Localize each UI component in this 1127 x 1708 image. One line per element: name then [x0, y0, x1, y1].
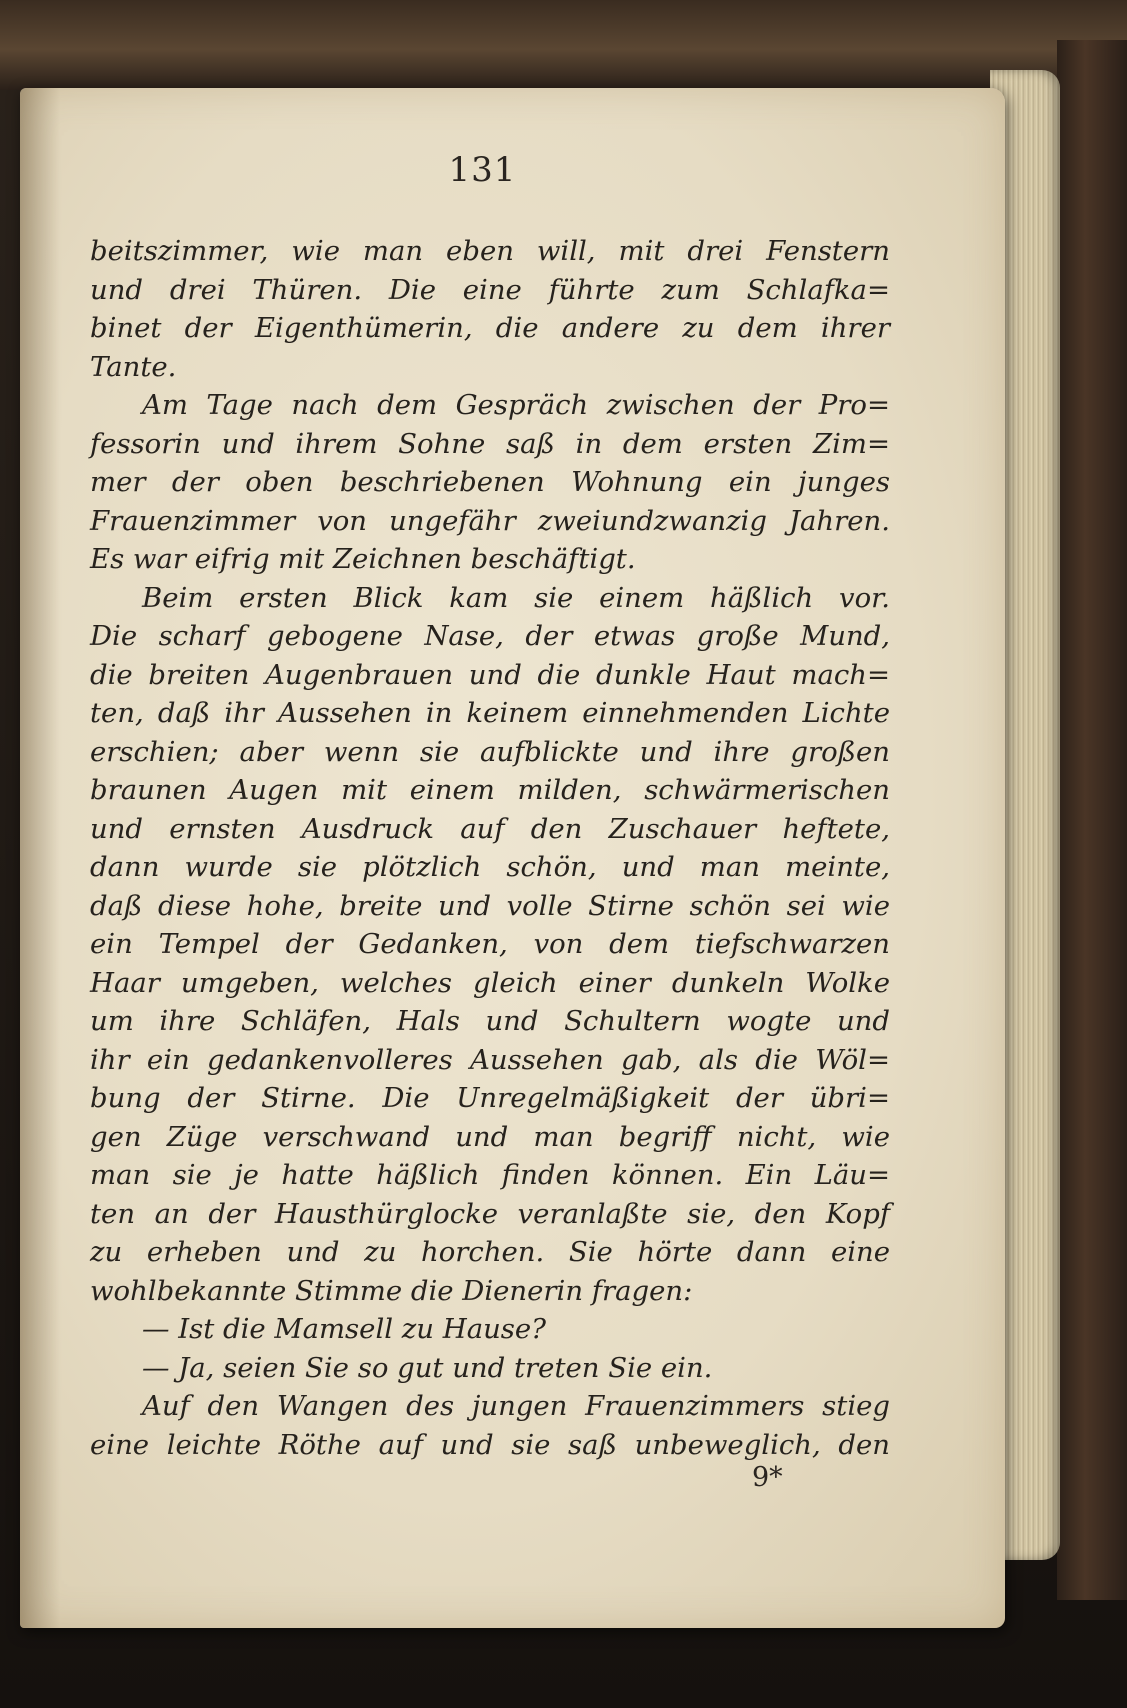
text-line: braunen Augen mit einem milden, schwärmerischen	[90, 774, 890, 806]
text-line: eine leichte Röthe auf und sie saß unbeweglich, den	[90, 1428, 890, 1461]
book-cover-right	[1057, 40, 1127, 1600]
text-line: Am Tage nach dem Gespräch zwischen der Pro=	[142, 389, 890, 421]
text-line: mer der oben beschriebenen Wohnung ein junges	[90, 466, 890, 498]
text-line: daß diese hohe, breite und volle Stirne schön sei wie	[90, 889, 890, 922]
text-line: Frauenzimmer von ungefähr zweiundzwanzig Jahren.	[90, 504, 890, 537]
text-line: und ernsten Ausdruck auf den Zuschauer heftete,	[90, 812, 890, 845]
text-line: dann wurde sie plötzlich schön, und man meinte,	[90, 851, 890, 883]
text-line: binet der Eigenthümerin, die andere zu dem ihrer	[90, 312, 890, 344]
text-line: — Ja, seien Sie so gut und treten Sie ein.	[142, 1351, 713, 1384]
text-line: bung der Stirne. Die Unregelmäßigkeit der übri=	[90, 1082, 890, 1114]
text-line: Beim ersten Blick kam sie einem häßlich vor.	[142, 581, 890, 614]
text-line: man sie je hatte häßlich finden können. Ein Läu=	[90, 1159, 890, 1191]
text-line: ein Tempel der Gedanken, von dem tiefschwarzen	[90, 928, 890, 960]
text-line: erschien; aber wenn sie aufblickte und ihre großen	[90, 735, 890, 768]
signature-mark: 9*	[752, 1462, 783, 1493]
text-line: — Ist die Mamsell zu Hause?	[142, 1313, 546, 1345]
text-line: und drei Thüren. Die eine führte zum Schlafka=	[90, 273, 890, 306]
text-line: gen Züge verschwand und man begriff nicht, wie	[90, 1120, 890, 1153]
text-line: beitszimmer, wie man eben will, mit drei Fenstern	[90, 235, 890, 267]
text-line: Auf den Wangen des jungen Frauenzimmers stieg	[142, 1390, 890, 1422]
text-line: fessorin und ihrem Sohne saß in dem ersten Zim=	[90, 427, 890, 460]
text-line: Die scharf gebogene Nase, der etwas große Mund,	[90, 620, 890, 652]
text-line: ihr ein gedankenvolleres Aussehen gab, als die Wöl=	[90, 1043, 890, 1076]
text-line: Tante.	[90, 350, 177, 383]
text-line: die breiten Augenbrauen und die dunkle Haut mach=	[90, 658, 890, 691]
book-cover-top	[0, 0, 1127, 90]
text-line: Es war eifrig mit Zeichnen beschäftigt.	[90, 543, 636, 575]
text-line: zu erheben und zu horchen. Sie hörte dann eine	[90, 1236, 890, 1268]
text-line: Haar umgeben, welches gleich einer dunkeln Wolke	[90, 966, 890, 999]
text-line: wohlbekannte Stimme die Dienerin fragen:	[90, 1274, 693, 1307]
text-line: um ihre Schläfen, Hals und Schultern wogte und	[90, 1005, 890, 1037]
gutter-shadow	[20, 88, 60, 1628]
text-line: ten, daß ihr Aussehen in keinem einnehmenden Lichte	[90, 697, 890, 729]
text-line: ten an der Hausthürglocke veranlaßte sie, den Kopf	[90, 1197, 890, 1230]
body-text	[90, 232, 890, 1464]
page-number: 131	[448, 150, 517, 190]
